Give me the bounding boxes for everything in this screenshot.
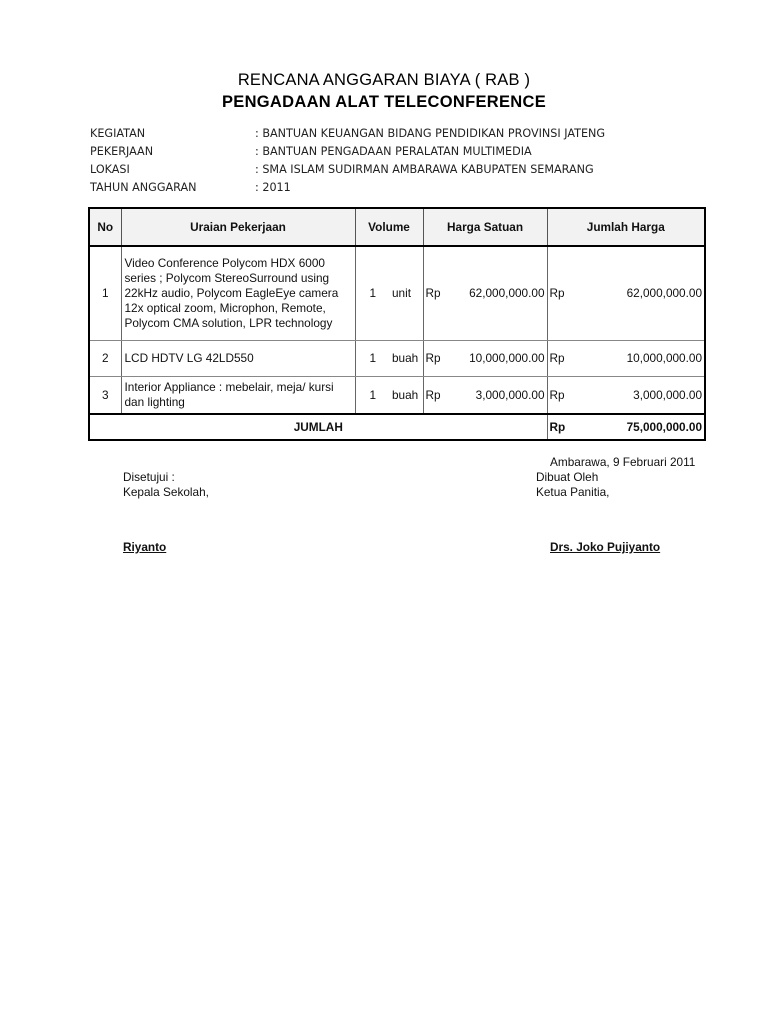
row-description <box>121 246 355 340</box>
meta-value: : 2011 <box>255 181 291 194</box>
row-total-currency: Rp <box>547 340 577 376</box>
place-date: Ambarawa, 9 Februari 2011 <box>550 455 696 469</box>
row-description <box>121 340 355 376</box>
table-header-row <box>89 208 705 246</box>
meta-label: TAHUN ANGGARAN <box>90 181 197 194</box>
row-qty: 1 <box>355 246 390 340</box>
desc-line: Video Conference Polycom HDX 6000 <box>124 255 325 270</box>
table-row <box>89 340 705 376</box>
row-total-currency: Rp <box>547 376 577 414</box>
row-no: 2 <box>89 340 121 376</box>
meta-value: : SMA ISLAM SUDIRMAN AMBARAWA KABUPATEN SEMARANG <box>255 163 594 176</box>
total-label: JUMLAH <box>89 414 547 440</box>
row-qty: 1 <box>355 376 390 414</box>
prepared-by-role: Ketua Panitia, <box>536 485 610 499</box>
row-unit-price: 10,000,000.00 <box>448 340 547 376</box>
row-total-currency: Rp <box>547 246 577 340</box>
row-unit-price: 62,000,000.00 <box>448 246 547 340</box>
row-total-price: 3,000,000.00 <box>577 376 705 414</box>
table-row <box>89 376 705 414</box>
desc-line: series ; Polycom StereoSurround using <box>124 270 330 285</box>
desc-line: Polycom CMA solution, LPR technology <box>124 315 333 330</box>
row-unit: unit <box>390 246 423 340</box>
prepared-by-name: Drs. Joko Pujiyanto <box>550 540 661 554</box>
table-row <box>89 246 705 340</box>
header-volume: Volume <box>355 208 423 246</box>
header-jumlah-harga: Jumlah Harga <box>547 208 705 246</box>
desc-line: LCD HDTV LG 42LD550 <box>124 350 254 365</box>
total-currency: Rp <box>547 414 577 440</box>
row-no: 1 <box>89 246 121 340</box>
header-harga-satuan: Harga Satuan <box>423 208 547 246</box>
desc-line: 12x optical zoom, Microphon, Remote, <box>124 300 326 315</box>
row-price-currency: Rp <box>423 246 448 340</box>
approved-by-role: Kepala Sekolah, <box>123 485 209 499</box>
prepared-by-label: Dibuat Oleh <box>536 470 599 484</box>
meta-value: : BANTUAN KEUANGAN BIDANG PENDIDIKAN PROVINSI JATENG <box>255 127 606 140</box>
header-uraian: Uraian Pekerjaan <box>121 208 355 246</box>
desc-line: Interior Appliance : mebelair, meja/ kursi <box>124 379 334 394</box>
header-no: No <box>89 208 121 246</box>
total-value: 75,000,000.00 <box>577 414 705 440</box>
row-no: 3 <box>89 376 121 414</box>
row-price-currency: Rp <box>423 340 448 376</box>
signature-right-name <box>550 540 660 555</box>
row-price-currency: Rp <box>423 376 448 414</box>
row-unit: buah <box>390 340 423 376</box>
desc-line: dan lighting <box>124 394 185 409</box>
document-subtitle: PENGADAAN ALAT TELECONFERENCE <box>221 93 547 111</box>
row-qty: 1 <box>355 340 390 376</box>
row-unit-price: 3,000,000.00 <box>448 376 547 414</box>
document-title: RENCANA ANGGARAN BIAYA ( RAB ) <box>237 71 531 89</box>
signature-right <box>550 455 695 470</box>
table-total-row <box>89 414 705 440</box>
signature-left <box>123 470 209 500</box>
meta-label: KEGIATAN <box>90 127 146 140</box>
meta-label: LOKASI <box>90 163 130 176</box>
signature-left-name <box>123 540 166 555</box>
row-total-price: 62,000,000.00 <box>577 246 705 340</box>
meta-value: : BANTUAN PENGADAAN PERALATAN MULTIMEDIA <box>255 145 532 158</box>
signature-right-role <box>536 470 609 500</box>
row-description <box>121 376 355 414</box>
budget-table <box>88 207 706 441</box>
approved-by-label: Disetujui : <box>123 470 175 484</box>
approved-by-name: Riyanto <box>123 540 167 554</box>
desc-line: 22kHz audio, Polycom EagleEye camera <box>124 285 339 300</box>
meta-label: PEKERJAAN <box>90 145 154 158</box>
row-unit: buah <box>390 376 423 414</box>
row-total-price: 10,000,000.00 <box>577 340 705 376</box>
